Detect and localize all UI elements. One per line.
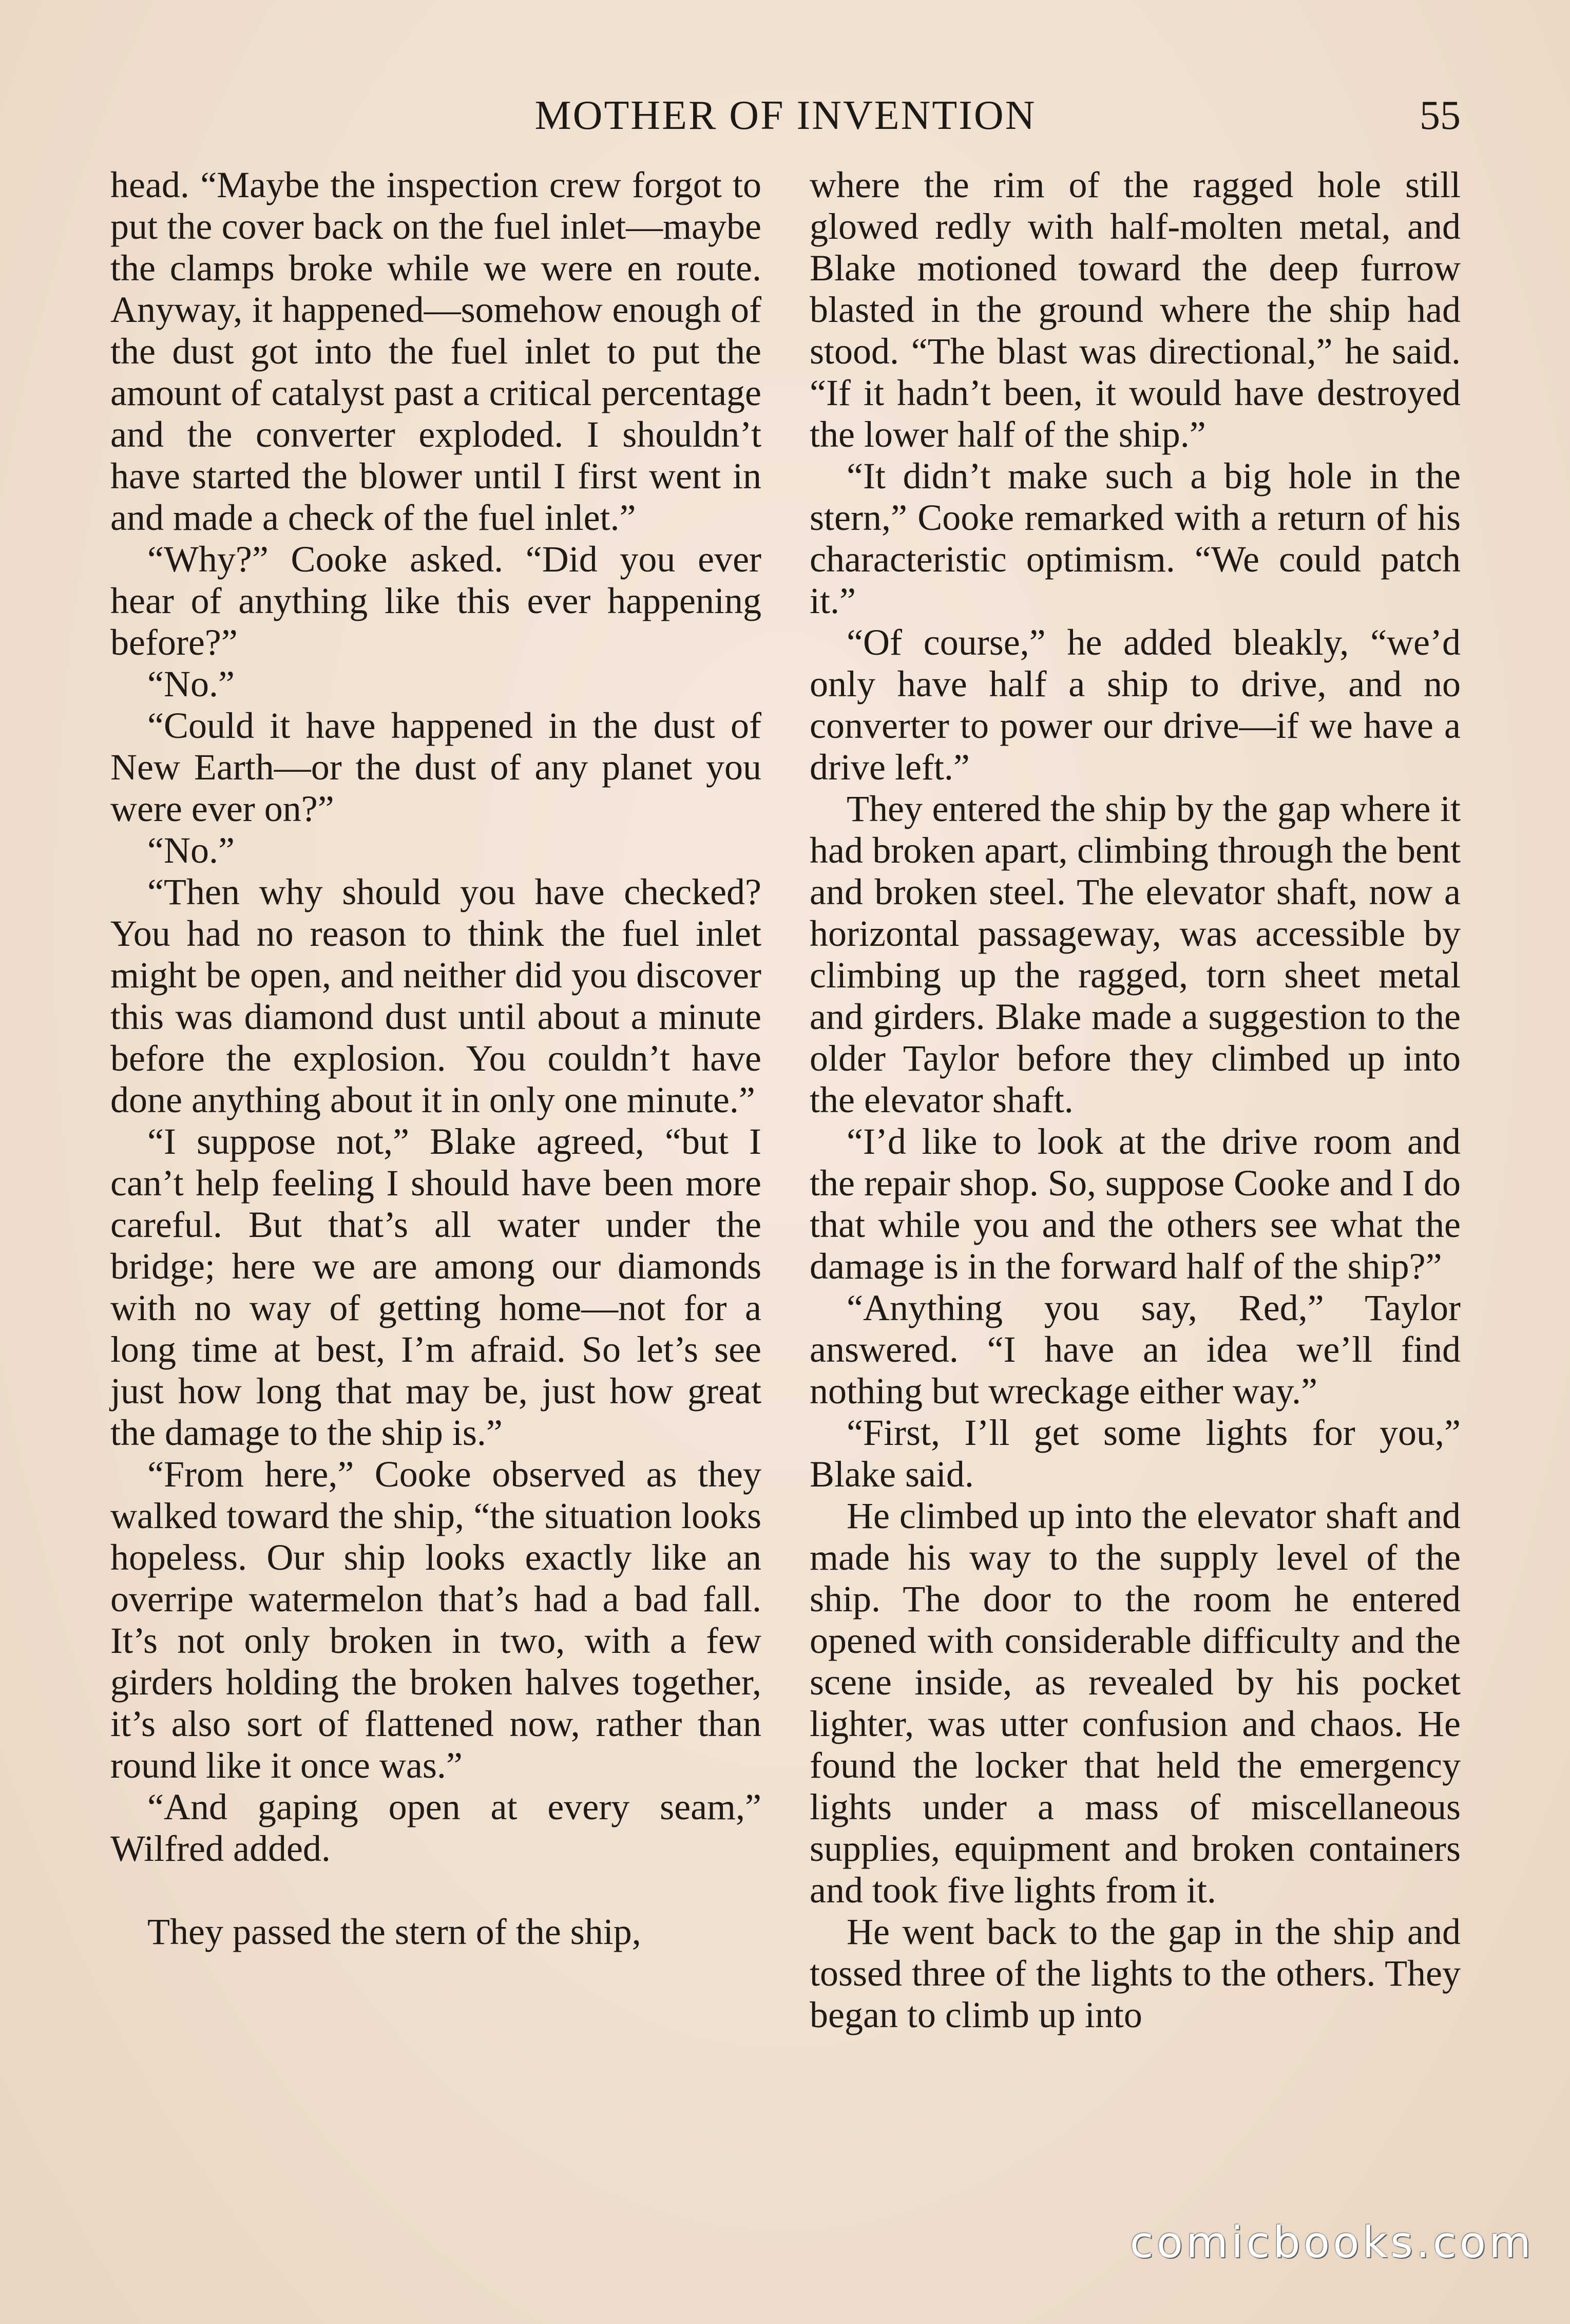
left-column xyxy=(110,164,761,1953)
paragraph: They entered the ship by the gap where it had broken apart, climbing through the bent and broken steel. The elevator shaft, now a horizontal passageway, was accessible by climbing up the ragged, torn sheet metal and girders. Blake made a suggestion to the older Taylor before they climbed up into the elevator shaft. xyxy=(810,788,1461,1120)
paragraph: “And gaping open at every seam,” Wilfred added. xyxy=(110,1786,761,1869)
running-title: MOTHER OF INVENTION xyxy=(534,93,1037,138)
paragraph: “Anything you say, Red,” Taylor answered. “I have an idea we’ll find nothing but wreckage either way.” xyxy=(810,1287,1461,1412)
page-number: 55 xyxy=(1420,93,1461,138)
paragraph: “No.” xyxy=(147,830,235,871)
paragraph: “I’d like to look at the drive room and the repair shop. So, suppose Cooke and I do that while you and the others see what the damage is in the forward half of the ship?” xyxy=(810,1121,1461,1287)
paragraph: “First, I’ll get some lights for you,” Blake said. xyxy=(810,1412,1461,1495)
page-header xyxy=(110,87,1461,144)
paragraph: “Then why should you have checked? You had no reason to think the fuel inlet might be open, and neither did you discover this was diamond dust until about a minute before the explosion. You couldn’t have done anything about it in only one minute.” xyxy=(110,871,761,1120)
paragraph: “Could it have happened in the dust of New Earth—or the dust of any planet you were ever on?” xyxy=(110,705,761,829)
paragraph: They passed the stern of the ship, xyxy=(147,1911,641,1952)
paragraph: He went back to the gap in the ship and tossed three of the lights to the others. They began to climb up into xyxy=(810,1911,1461,2035)
paragraph: “From here,” Cooke observed as they walked toward the ship, “the situation looks hopeless. Our ship looks exactly like an overripe watermelon that’s had a bad fall. It’s not only broken in two, with a few girders holding the broken halves together, it’s also sort of flattened now, rather than round like it once was.” xyxy=(110,1454,761,1786)
paragraph: “It didn’t make such a big hole in the stern,” Cooke remarked with a return of his characteristic optimism. “We could patch it.” xyxy=(810,455,1461,621)
paragraph: “Of course,” he added bleakly, “we’d only have half a ship to drive, and no converter to power our drive—if we have a drive left.” xyxy=(810,622,1461,788)
paragraph: where the rim of the ragged hole still glowed redly with half-molten metal, and Blake motioned toward the deep furrow blasted in the ground where the ship had stood. “The blast was directional,” he said. “If it hadn’t been, it would have destroyed the lower half of the ship.” xyxy=(810,164,1461,455)
paragraph: “Why?” Cooke asked. “Did you ever hear of anything like this ever happening before?” xyxy=(110,539,761,663)
paragraph: He climbed up into the elevator shaft and made his way to the supply level of the ship. The door to the room he entered opened with considerable difficulty and the scene inside, as revealed by his pocket lighter, was utter confusion and chaos. He found the locker that held the emergency lights under a mass of miscellaneous supplies, equipment and broken containers and took five lights from it. xyxy=(810,1495,1461,1911)
paragraph: “No.” xyxy=(147,663,235,704)
paragraph: “I suppose not,” Blake agreed, “but I can’t help feeling I should have been more careful. But that’s all water under the bridge; here we are among our diamonds with no way of getting home—not for a long time at best, I’m afraid. So let’s see just how long that may be, just how great the damage to the ship is.” xyxy=(110,1121,761,1453)
watermark: comicbooks.com xyxy=(1129,2217,1534,2268)
paragraph: head. “Maybe the inspection crew forgot to put the cover back on the fuel inlet—maybe the clamps broke while we were en route. Anyway, it happened—somehow enough of the dust got into the fuel inlet to put the amount of catalyst past a critical percentage and the converter exploded. I shouldn’t have started the blower until I first went in and made a check of the fuel inlet.” xyxy=(110,164,761,538)
right-column xyxy=(810,164,1461,2036)
